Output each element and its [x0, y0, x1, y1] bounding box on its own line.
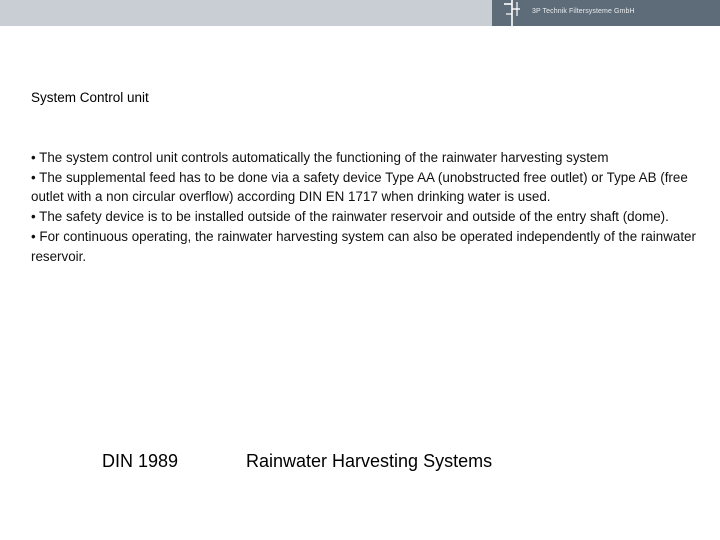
bullet-item: • The safety device is to be installed outside of the rainwater reservoir and outside of the entry shaft (dome). [31, 209, 669, 225]
bullet-item: • The supplemental feed has to be done via a safety device Type AA (unobstructed free outlet) or Type AB (free outlet with a non circular overflow) according DIN EN 1717 when drinking water is used. [31, 169, 688, 205]
company-logo-icon [500, 0, 524, 26]
slide-title: System Control unit [31, 90, 149, 105]
footer-topic: Rainwater Harvesting Systems [246, 451, 493, 471]
header-dark-band [492, 0, 720, 26]
header-light-band [0, 0, 492, 26]
footer-standard: DIN 1989 [102, 451, 179, 471]
bullet-item: • For continuous operating, the rainwater harvesting system can also be operated independently of the rainwater reservoir. [31, 228, 696, 264]
header-bar [0, 0, 720, 26]
bullet-list [31, 148, 715, 266]
company-name: 3P Technik Filtersysteme GmbH [532, 8, 635, 15]
bullet-item: • The system control unit controls automatically the functioning of the rainwater harvesting system [31, 150, 609, 165]
